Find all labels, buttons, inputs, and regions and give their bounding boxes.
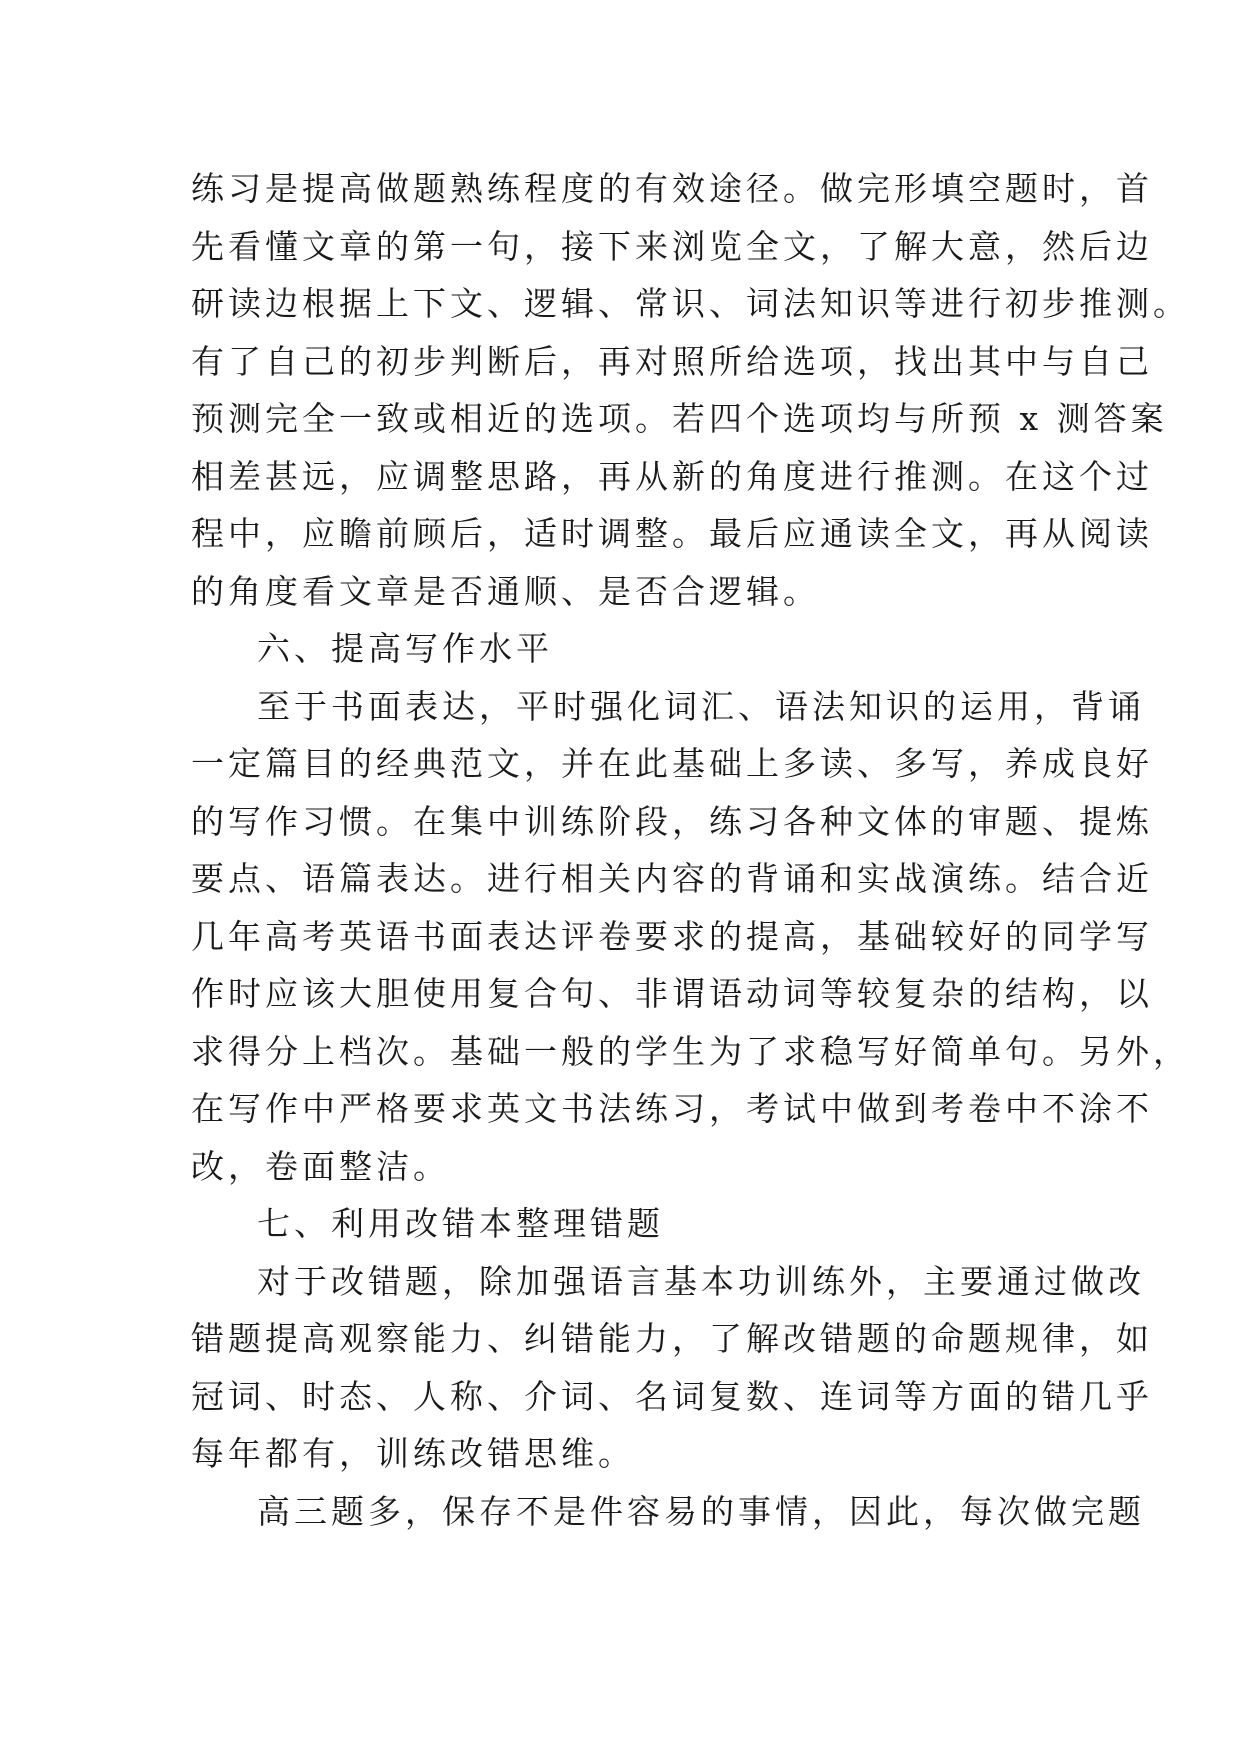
text-line: 冠词、时态、人称、介词、名词复数、连词等方面的错几乎 bbox=[191, 1376, 1153, 1416]
text-line: 几年高考英语书面表达评卷要求的提高，基础较好的同学写 bbox=[191, 916, 1153, 956]
heading-text: 六、提高写作水平 bbox=[257, 629, 553, 668]
text-line: 研读边根据上下文、逻辑、常识、词法知识等进行初步推测。 bbox=[191, 284, 1190, 323]
text-line: 求得分上档次。基础一般的学生为了求稳写好简单句。另外， bbox=[191, 1031, 1190, 1071]
paragraph-writing bbox=[191, 678, 1190, 1196]
section-heading-error-notebook bbox=[191, 1195, 1051, 1253]
paragraph-error-correction bbox=[191, 1253, 1153, 1483]
text-line: 有了自己的初步判断后，再对照所给选项，找出其中与自己 bbox=[191, 341, 1153, 381]
section-heading-writing bbox=[191, 620, 1051, 678]
text-line: 改，卷面整洁。 bbox=[191, 1146, 450, 1186]
text-line: 相差甚远，应调整思路，再从新的角度进行推测。在这个过 bbox=[191, 456, 1153, 496]
text-line: 的写作习惯。在集中训练阶段，练习各种文体的审题、提炼 bbox=[191, 801, 1153, 841]
text-line: 对于改错题，除加强语言基本功训练外，主要通过做改 bbox=[257, 1261, 1145, 1301]
paragraph-cloze-strategy bbox=[191, 160, 1190, 620]
text-line: 预测完全一致或相近的选项。若四个选项均与所预 x 测答案 bbox=[191, 399, 1168, 438]
paragraph-senior-year bbox=[191, 1483, 1145, 1541]
text-line: 一定篇目的经典范文，并在此基础上多读、多写，养成良好 bbox=[191, 744, 1153, 783]
text-line: 错题提高观察能力、纠错能力，了解改错题的命题规律，如 bbox=[191, 1319, 1153, 1358]
text-line: 要点、语篇表达。进行相关内容的背诵和实战演练。结合近 bbox=[191, 859, 1153, 898]
heading-text: 七、利用改错本整理错题 bbox=[257, 1204, 664, 1243]
text-line: 高三题多，保存不是件容易的事情，因此，每次做完题 bbox=[257, 1491, 1145, 1531]
text-line: 程中，应瞻前顾后，适时调整。最后应通读全文，再从阅读 bbox=[191, 514, 1153, 553]
text-line: 每年都有，训练改错思维。 bbox=[191, 1434, 635, 1473]
text-line: 练习是提高做题熟练程度的有效途径。做完形填空题时，首 bbox=[191, 169, 1153, 208]
text-line: 在写作中严格要求英文书法练习，考试中做到考卷中不涂不 bbox=[191, 1089, 1153, 1128]
text-line: 作时应该大胆使用复合句、非谓语动词等较复杂的结构，以 bbox=[191, 974, 1153, 1013]
text-line: 至于书面表达，平时强化词汇、语法知识的运用，背诵 bbox=[257, 686, 1145, 726]
text-line: 的角度看文章是否通顺、是否合逻辑。 bbox=[191, 571, 820, 611]
text-line: 先看懂文章的第一句，接下来浏览全文，了解大意，然后边 bbox=[191, 226, 1153, 266]
document-body bbox=[191, 160, 1190, 1540]
